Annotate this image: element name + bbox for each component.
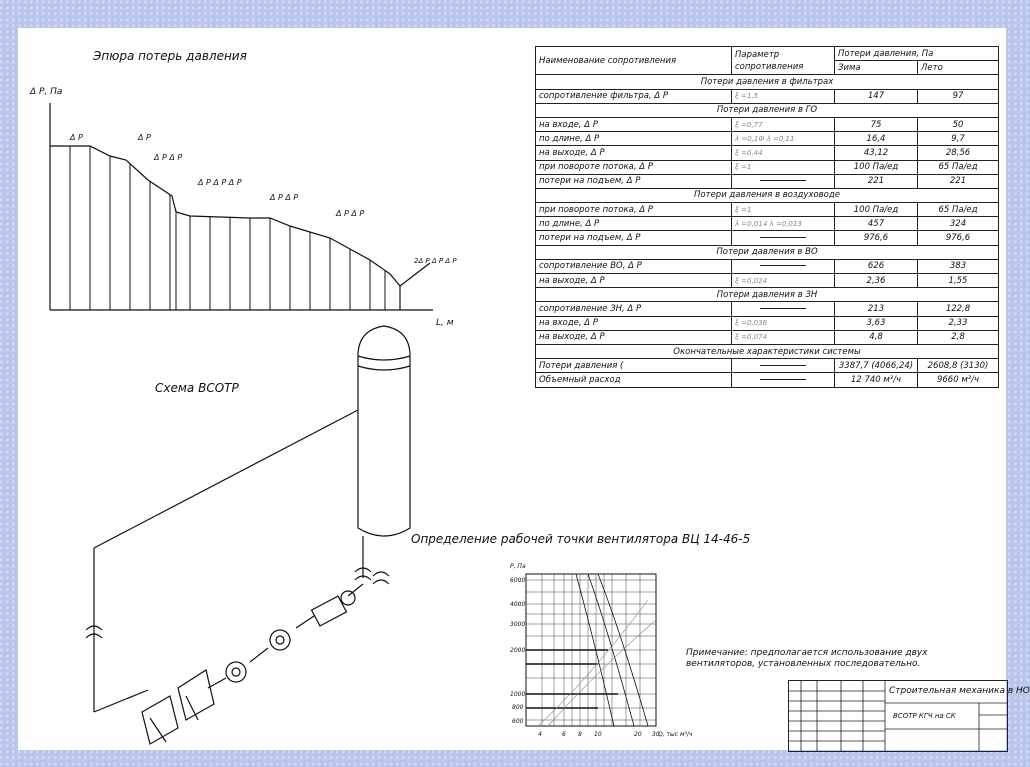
row-summer: 2608,8 (3130) <box>918 359 999 373</box>
row-param: ξ =0,77 <box>732 117 835 131</box>
row-name: по длине, Δ Р <box>536 132 732 146</box>
fan-y-tick: 2000 <box>510 647 526 654</box>
dash-line <box>760 180 806 181</box>
row-name: Потери давления ( <box>536 359 732 373</box>
scheme-diagram <box>18 310 518 750</box>
section-title: Потери давления в воздуховоде <box>536 188 999 202</box>
row-name: при повороте потока, Δ Р <box>536 160 732 174</box>
diagram-label-7: 2Δ Р Δ Р Δ Р <box>414 257 457 265</box>
table-section-row <box>536 103 999 117</box>
row-param-dash <box>732 373 835 387</box>
header-loss: Потери давления, Па <box>835 47 999 61</box>
table-row <box>536 146 999 160</box>
fan-x-tick: 30 <box>652 731 660 738</box>
diagram-label-4: Δ Р Δ Р Δ Р <box>198 178 242 187</box>
row-name: на выходе, Δ Р <box>536 274 732 288</box>
row-name: потери на подъем, Δ Р <box>536 231 732 245</box>
row-summer: 383 <box>918 259 999 273</box>
row-winter: 3,63 <box>835 316 918 330</box>
fan-y-tick: 3000 <box>510 621 526 628</box>
dash-line <box>760 365 806 366</box>
fan-y-tick: 1000 <box>510 691 526 698</box>
row-summer: 28,56 <box>918 146 999 160</box>
row-summer: 65 Па/ед <box>918 160 999 174</box>
diagram-label-5: Δ Р Δ Р <box>270 193 299 202</box>
row-name: на входе, Δ Р <box>536 117 732 131</box>
diagram-label-3: Δ Р Δ Р <box>154 153 183 162</box>
row-summer: 65 Па/ед <box>918 203 999 217</box>
row-winter: 147 <box>835 89 918 103</box>
row-summer: 221 <box>918 174 999 188</box>
fan-y-unit: Р, Па <box>510 563 526 570</box>
section-title: Потери давления в ЗН <box>536 288 999 302</box>
header-name: Наименование сопротивления <box>536 47 732 75</box>
row-name: сопротивление ВО, Δ Р <box>536 259 732 273</box>
scheme-title: Схема ВСОТР <box>155 381 239 395</box>
row-winter: 4,8 <box>835 330 918 344</box>
row-winter: 3387,7 (4066,24) <box>835 359 918 373</box>
table-row <box>536 117 999 131</box>
row-winter: 457 <box>835 217 918 231</box>
dash-line <box>760 265 806 266</box>
fan-x-tick: 8 <box>578 731 582 738</box>
fan-title: Определение рабочей точки вентилятора ВЦ 14-46-5 <box>411 532 751 546</box>
stamp-title: Строительная механика в НО <box>889 686 1030 696</box>
row-name: по длине, Δ Р <box>536 217 732 231</box>
row-winter: 12 740 м³/ч <box>835 373 918 387</box>
row-winter: 213 <box>835 302 918 316</box>
table-row <box>536 316 999 330</box>
row-summer: 2,8 <box>918 330 999 344</box>
row-summer: 97 <box>918 89 999 103</box>
table-row <box>536 203 999 217</box>
row-param-dash <box>732 359 835 373</box>
row-name: Объемный расход <box>536 373 732 387</box>
diagram-label-1: Δ Р <box>70 133 83 142</box>
row-name: на выходе, Δ Р <box>536 146 732 160</box>
fan-y-tick: 6000 <box>510 577 526 584</box>
row-param: λ =0,014 λ =0,013 <box>732 217 835 231</box>
section-title: Потери давления в ГО <box>536 103 999 117</box>
fan-x-tick: 20 <box>634 731 642 738</box>
diagram-title: Эпюра потерь давления <box>93 49 247 63</box>
row-name: сопротивление фильтра, Δ Р <box>536 89 732 103</box>
table-row <box>536 174 999 188</box>
table-row <box>536 160 999 174</box>
fan-chart <box>498 560 693 740</box>
fan-x-unit: Q, тыс м³/ч <box>658 731 693 738</box>
row-param: ξ =1 <box>732 160 835 174</box>
row-param-dash <box>732 231 835 245</box>
row-summer: 50 <box>918 117 999 131</box>
row-winter: 221 <box>835 174 918 188</box>
table-section-row <box>536 288 999 302</box>
table-row <box>536 330 999 344</box>
row-winter: 16,4 <box>835 132 918 146</box>
diagram-label-2: Δ Р <box>138 133 151 142</box>
row-summer: 324 <box>918 217 999 231</box>
row-param-dash <box>732 259 835 273</box>
table-row <box>536 373 999 387</box>
fan-x-tick: 10 <box>594 731 602 738</box>
header-param: Параметр сопротивления <box>732 47 835 75</box>
section-title: Потери давления в ВО <box>536 245 999 259</box>
table-section-row <box>536 245 999 259</box>
filter-unit <box>142 670 226 744</box>
dash-line <box>760 308 806 309</box>
table-row <box>536 217 999 231</box>
section-title: Окончательные характеристики системы <box>536 344 999 358</box>
pressure-loss-diagram <box>18 28 518 328</box>
row-name: на входе, Δ Р <box>536 316 732 330</box>
pressure-curve <box>50 146 400 310</box>
note-line-2: вентиляторов, установленных последовательно. <box>686 659 921 669</box>
section-title: Потери давления в фильтрах <box>536 75 999 89</box>
tower-cap <box>358 326 410 356</box>
row-winter: 100 Па/ед <box>835 160 918 174</box>
table-row <box>536 302 999 316</box>
row-summer: 976,6 <box>918 231 999 245</box>
row-summer: 9,7 <box>918 132 999 146</box>
fan-x-tick: 4 <box>538 731 542 738</box>
fan-unit <box>226 591 355 682</box>
row-summer: 9660 м³/ч <box>918 373 999 387</box>
row-name: при повороте потока, Δ Р <box>536 203 732 217</box>
fan-y-tick: 800 <box>512 704 524 711</box>
row-summer: 2,33 <box>918 316 999 330</box>
row-winter: 75 <box>835 117 918 131</box>
row-param: ξ =0,024 <box>732 274 835 288</box>
row-param: ξ =0,036 <box>732 316 835 330</box>
note-line-1: Примечание: предполагается использование двух <box>686 648 928 658</box>
row-param: ξ =1,5 <box>732 89 835 103</box>
drawing-sheet <box>18 28 1030 750</box>
table-row <box>536 359 999 373</box>
diagram-label-6: Δ Р Δ Р <box>336 209 365 218</box>
row-name: на выходе, Δ Р <box>536 330 732 344</box>
row-winter: 976,6 <box>835 231 918 245</box>
table-row <box>536 274 999 288</box>
header-summer: Лето <box>918 61 999 75</box>
dash-line <box>760 237 806 238</box>
table-row <box>536 89 999 103</box>
duct-top <box>94 410 358 548</box>
row-summer: 1,55 <box>918 274 999 288</box>
fan-y-tick: 600 <box>512 718 524 725</box>
table-section-row <box>536 344 999 358</box>
row-winter: 100 Па/ед <box>835 203 918 217</box>
row-name: потери на подъем, Δ Р <box>536 174 732 188</box>
row-summer: 122,8 <box>918 302 999 316</box>
table-section-row <box>536 188 999 202</box>
row-winter: 626 <box>835 259 918 273</box>
table-body <box>536 75 999 387</box>
fan-x-tick: 6 <box>562 731 566 738</box>
row-winter: 43,12 <box>835 146 918 160</box>
axis-x-label: L, м <box>436 318 454 328</box>
fan-y-tick: 4000 <box>510 601 526 608</box>
stamp-subtitle: ВСОТР КГЧ на СК <box>893 712 956 720</box>
axis-y-label: Δ Р, Па <box>30 87 63 97</box>
row-winter: 2,36 <box>835 274 918 288</box>
tower-body <box>358 356 410 536</box>
row-param: ξ =0,44 <box>732 146 835 160</box>
header-winter: Зима <box>835 61 918 75</box>
table-row <box>536 259 999 273</box>
row-param-dash <box>732 174 835 188</box>
row-param: ξ =0,074 <box>732 330 835 344</box>
table-row <box>536 231 999 245</box>
table-row <box>536 132 999 146</box>
row-name: сопротивление ЗН, Δ Р <box>536 302 732 316</box>
dash-line <box>760 379 806 380</box>
row-param-dash <box>732 302 835 316</box>
table-section-row <box>536 75 999 89</box>
row-param: λ =0,1Ф λ =0,11 <box>732 132 835 146</box>
title-block <box>788 680 1030 752</box>
resistance-table <box>535 46 999 388</box>
row-param: ξ =1 <box>732 203 835 217</box>
